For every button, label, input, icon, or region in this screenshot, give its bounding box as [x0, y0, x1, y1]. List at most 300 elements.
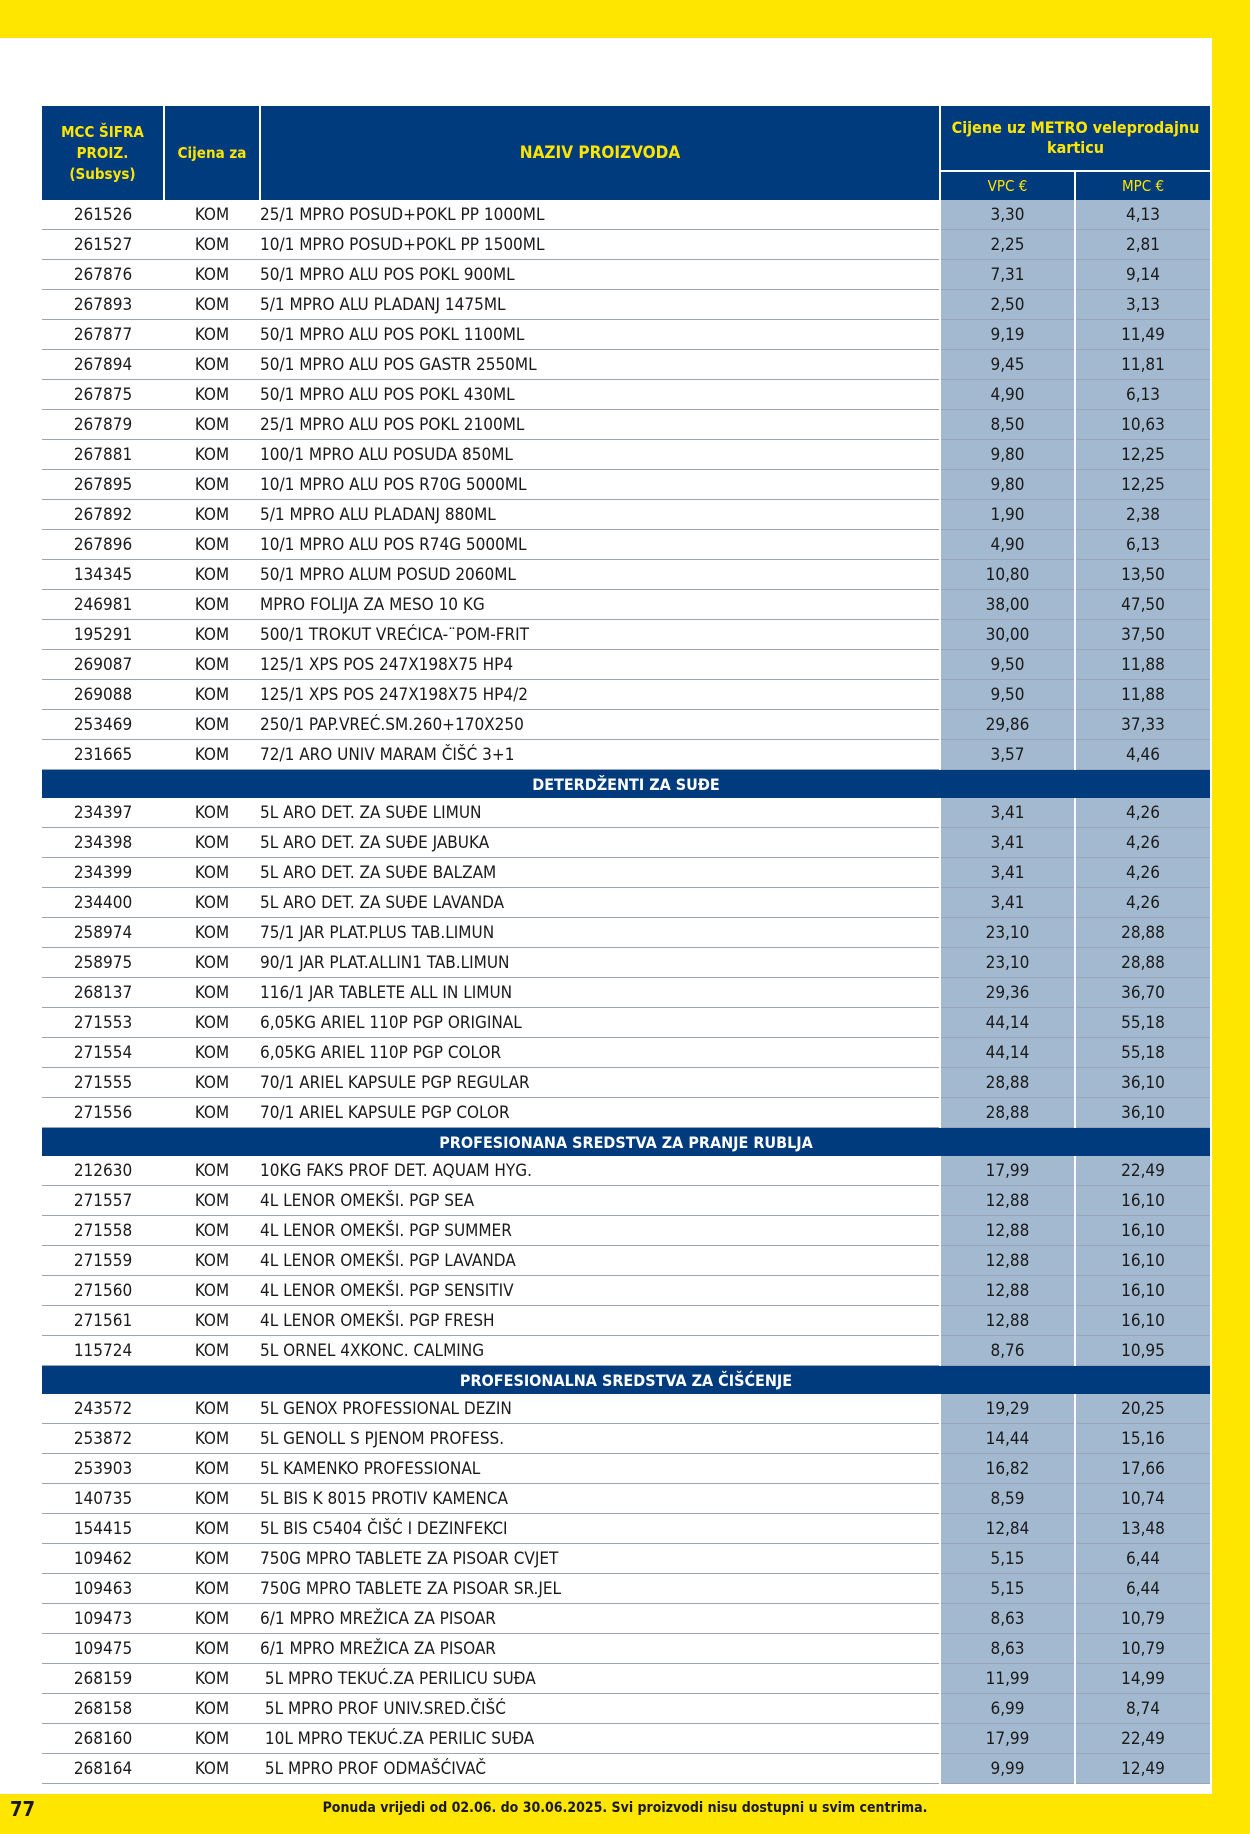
table-row: [42, 1068, 1210, 1098]
price-vpc: 3,30: [940, 200, 1075, 230]
price-unit: KOM: [164, 1216, 260, 1246]
product-code: 154415: [42, 1514, 164, 1544]
header-vpc: VPC €: [940, 171, 1075, 200]
price-vpc: 38,00: [940, 590, 1075, 620]
product-code: 140735: [42, 1484, 164, 1514]
product-code: 269088: [42, 680, 164, 710]
price-mpc: 9,14: [1075, 260, 1210, 290]
price-mpc: 4,26: [1075, 798, 1210, 828]
price-mpc: 15,16: [1075, 1424, 1210, 1454]
product-code: 271556: [42, 1098, 164, 1128]
table-row: [42, 1754, 1210, 1784]
price-mpc: 4,26: [1075, 828, 1210, 858]
price-mpc: 11,49: [1075, 320, 1210, 350]
price-unit: KOM: [164, 948, 260, 978]
product-code: 253903: [42, 1454, 164, 1484]
product-code: 267879: [42, 410, 164, 440]
table-row: [42, 1694, 1210, 1724]
table-row: [42, 1394, 1210, 1424]
price-unit: KOM: [164, 290, 260, 320]
product-code: 271553: [42, 1008, 164, 1038]
price-vpc: 44,14: [940, 1038, 1075, 1068]
product-name: 25/1 MPRO ALU POS POKL 2100ML: [260, 410, 940, 440]
header-code-line2: (Subsys): [69, 164, 136, 183]
product-code: 134345: [42, 560, 164, 590]
product-name: 5L BIS C5404 ČIŠĆ I DEZINFEKCI: [260, 1514, 940, 1544]
product-name: 50/1 MPRO ALU POS GASTR 2550ML: [260, 350, 940, 380]
header-unit: Cijena za: [164, 106, 260, 200]
price-vpc: 3,41: [940, 888, 1075, 918]
table-row: [42, 200, 1210, 230]
price-vpc: 19,29: [940, 1394, 1075, 1424]
price-unit: KOM: [164, 858, 260, 888]
price-vpc: 28,88: [940, 1098, 1075, 1128]
price-vpc: 3,41: [940, 828, 1075, 858]
product-code: 267895: [42, 470, 164, 500]
product-name: 50/1 MPRO ALU POS POKL 900ML: [260, 260, 940, 290]
price-vpc: 3,57: [940, 740, 1075, 770]
product-code: 253469: [42, 710, 164, 740]
product-name: 5L GENOLL S PJENOM PROFESS.: [260, 1424, 940, 1454]
table-row: [42, 650, 1210, 680]
product-code: 234398: [42, 828, 164, 858]
product-code: 271558: [42, 1216, 164, 1246]
price-vpc: 44,14: [940, 1008, 1075, 1038]
price-vpc: 23,10: [940, 918, 1075, 948]
product-code: 268158: [42, 1694, 164, 1724]
price-mpc: 10,79: [1075, 1634, 1210, 1664]
product-name: 50/1 MPRO ALU POS POKL 1100ML: [260, 320, 940, 350]
table-row: [42, 290, 1210, 320]
price-unit: KOM: [164, 1186, 260, 1216]
table-row: [42, 1306, 1210, 1336]
price-list-sheet: [0, 38, 1212, 1794]
product-name: 75/1 JAR PLAT.PLUS TAB.LIMUN: [260, 918, 940, 948]
price-vpc: 9,80: [940, 470, 1075, 500]
product-name: 10/1 MPRO ALU POS R74G 5000ML: [260, 530, 940, 560]
product-code: 267896: [42, 530, 164, 560]
table-header: [42, 106, 1210, 200]
product-name: MPRO FOLIJA ZA MESO 10 KG: [260, 590, 940, 620]
price-mpc: 11,81: [1075, 350, 1210, 380]
price-unit: KOM: [164, 440, 260, 470]
price-vpc: 8,76: [940, 1336, 1075, 1366]
price-unit: KOM: [164, 1694, 260, 1724]
product-name: 50/1 MPRO ALUM POSUD 2060ML: [260, 560, 940, 590]
product-name: 4L LENOR OMEKŠI. PGP SENSITIV: [260, 1276, 940, 1306]
price-mpc: 20,25: [1075, 1394, 1210, 1424]
table-row: [42, 1664, 1210, 1694]
price-mpc: 22,49: [1075, 1724, 1210, 1754]
price-unit: KOM: [164, 1276, 260, 1306]
product-code: 109473: [42, 1604, 164, 1634]
price-unit: KOM: [164, 1544, 260, 1574]
price-unit: KOM: [164, 620, 260, 650]
price-vpc: 12,88: [940, 1306, 1075, 1336]
price-vpc: 6,99: [940, 1694, 1075, 1724]
table-row: [42, 1604, 1210, 1634]
price-vpc: 11,99: [940, 1664, 1075, 1694]
price-mpc: 16,10: [1075, 1216, 1210, 1246]
price-unit: KOM: [164, 500, 260, 530]
price-vpc: 12,88: [940, 1276, 1075, 1306]
product-name: 5L ARO DET. ZA SUĐE LIMUN: [260, 798, 940, 828]
section-header-row: [42, 770, 1210, 799]
page-number: 77: [10, 1797, 36, 1821]
price-unit: KOM: [164, 828, 260, 858]
price-unit: KOM: [164, 1634, 260, 1664]
price-unit: KOM: [164, 560, 260, 590]
product-name: 10KG FAKS PROF DET. AQUAM HYG.: [260, 1156, 940, 1186]
price-unit: KOM: [164, 410, 260, 440]
price-unit: KOM: [164, 1394, 260, 1424]
product-code: 234397: [42, 798, 164, 828]
section-header-row: [42, 1366, 1210, 1395]
product-code: 258974: [42, 918, 164, 948]
price-vpc: 9,50: [940, 650, 1075, 680]
price-vpc: 8,50: [940, 410, 1075, 440]
product-name: 4L LENOR OMEKŠI. PGP SEA: [260, 1186, 940, 1216]
table-row: [42, 858, 1210, 888]
price-mpc: 13,50: [1075, 560, 1210, 590]
product-code: 246981: [42, 590, 164, 620]
price-mpc: 16,10: [1075, 1186, 1210, 1216]
table-row: [42, 1484, 1210, 1514]
price-vpc: 8,63: [940, 1604, 1075, 1634]
product-code: 109462: [42, 1544, 164, 1574]
product-code: 267877: [42, 320, 164, 350]
price-vpc: 12,88: [940, 1246, 1075, 1276]
product-name: 90/1 JAR PLAT.ALLIN1 TAB.LIMUN: [260, 948, 940, 978]
price-table: [42, 106, 1210, 1784]
price-unit: KOM: [164, 470, 260, 500]
product-name: 5L MPRO TEKUĆ.ZA PERILICU SUĐA: [260, 1664, 940, 1694]
product-name: 116/1 JAR TABLETE ALL IN LIMUN: [260, 978, 940, 1008]
table-row: [42, 1038, 1210, 1068]
product-name: 70/1 ARIEL KAPSULE PGP REGULAR: [260, 1068, 940, 1098]
product-code: 253872: [42, 1424, 164, 1454]
table-row: [42, 470, 1210, 500]
product-name: 5L MPRO PROF ODMAŠĆIVAČ: [260, 1754, 940, 1784]
table-row: [42, 1634, 1210, 1664]
product-name: 250/1 PAP.VREĆ.SM.260+170X250: [260, 710, 940, 740]
table-row: [42, 1156, 1210, 1186]
price-mpc: 4,26: [1075, 858, 1210, 888]
product-name: 100/1 MPRO ALU POSUDA 850ML: [260, 440, 940, 470]
table-row: [42, 350, 1210, 380]
price-unit: KOM: [164, 798, 260, 828]
price-mpc: 36,10: [1075, 1068, 1210, 1098]
product-name: 5L ARO DET. ZA SUĐE BALZAM: [260, 858, 940, 888]
table-row: [42, 918, 1210, 948]
product-code: 268160: [42, 1724, 164, 1754]
product-code: 231665: [42, 740, 164, 770]
price-vpc: 29,86: [940, 710, 1075, 740]
price-mpc: 8,74: [1075, 1694, 1210, 1724]
price-mpc: 16,10: [1075, 1276, 1210, 1306]
price-vpc: 8,59: [940, 1484, 1075, 1514]
table-body: [42, 200, 1210, 1784]
price-unit: KOM: [164, 1724, 260, 1754]
product-name: 5L ORNEL 4XKONC. CALMING: [260, 1336, 940, 1366]
table-row: [42, 740, 1210, 770]
table-row: [42, 948, 1210, 978]
product-code: 267894: [42, 350, 164, 380]
table-row: [42, 560, 1210, 590]
price-unit: KOM: [164, 1098, 260, 1128]
price-mpc: 17,66: [1075, 1454, 1210, 1484]
price-unit: KOM: [164, 380, 260, 410]
price-vpc: 1,90: [940, 500, 1075, 530]
product-name: 6,05KG ARIEL 110P PGP ORIGINAL: [260, 1008, 940, 1038]
product-name: 5L ARO DET. ZA SUĐE JABUKA: [260, 828, 940, 858]
price-vpc: 10,80: [940, 560, 1075, 590]
price-unit: KOM: [164, 1246, 260, 1276]
price-unit: KOM: [164, 918, 260, 948]
product-code: 271554: [42, 1038, 164, 1068]
price-mpc: 2,38: [1075, 500, 1210, 530]
product-code: 109463: [42, 1574, 164, 1604]
section-title: DETERDŽENTI ZA SUĐE: [42, 770, 1210, 799]
price-unit: KOM: [164, 1454, 260, 1484]
price-mpc: 3,13: [1075, 290, 1210, 320]
product-name: 500/1 TROKUT VREĆICA-¨POM-FRIT: [260, 620, 940, 650]
table-row: [42, 978, 1210, 1008]
product-name: 6,05KG ARIEL 110P PGP COLOR: [260, 1038, 940, 1068]
product-name: 70/1 ARIEL KAPSULE PGP COLOR: [260, 1098, 940, 1128]
table-row: [42, 620, 1210, 650]
price-mpc: 10,74: [1075, 1484, 1210, 1514]
header-code-line1: MCC ŠIFRA PROIZ.: [61, 122, 144, 162]
price-vpc: 5,15: [940, 1544, 1075, 1574]
price-vpc: 30,00: [940, 620, 1075, 650]
section-title: PROFESIONANA SREDSTVA ZA PRANJE RUBLJA: [42, 1128, 1210, 1157]
price-unit: KOM: [164, 710, 260, 740]
product-code: 268164: [42, 1754, 164, 1784]
price-mpc: 10,95: [1075, 1336, 1210, 1366]
table-row: [42, 590, 1210, 620]
table-row: [42, 1574, 1210, 1604]
price-vpc: 23,10: [940, 948, 1075, 978]
price-mpc: 10,63: [1075, 410, 1210, 440]
price-vpc: 3,41: [940, 798, 1075, 828]
price-vpc: 9,45: [940, 350, 1075, 380]
product-code: 212630: [42, 1156, 164, 1186]
table-row: [42, 1514, 1210, 1544]
section-header-row: [42, 1128, 1210, 1157]
table-row: [42, 500, 1210, 530]
price-unit: KOM: [164, 200, 260, 230]
table-row: [42, 888, 1210, 918]
section-title: PROFESIONALNA SREDSTVA ZA ČIŠĆENJE: [42, 1366, 1210, 1395]
product-name: 6/1 MPRO MREŽICA ZA PISOAR: [260, 1634, 940, 1664]
price-unit: KOM: [164, 888, 260, 918]
product-name: 25/1 MPRO POSUD+POKL PP 1000ML: [260, 200, 940, 230]
price-mpc: 12,25: [1075, 470, 1210, 500]
price-mpc: 4,46: [1075, 740, 1210, 770]
price-unit: KOM: [164, 1514, 260, 1544]
product-code: 243572: [42, 1394, 164, 1424]
footer-note: Ponuda vrijedi od 02.06. do 30.06.2025. Svi proizvodi nisu dostupni u svim centrima.: [322, 1800, 928, 1816]
table-row: [42, 1098, 1210, 1128]
header-product-name: NAZIV PROIZVODA: [260, 106, 940, 200]
price-mpc: 55,18: [1075, 1008, 1210, 1038]
product-code: 271560: [42, 1276, 164, 1306]
header-price-group: [940, 106, 1210, 171]
table-row: [42, 680, 1210, 710]
table-row: [42, 410, 1210, 440]
price-mpc: 6,44: [1075, 1544, 1210, 1574]
header-code: [42, 106, 164, 200]
price-unit: KOM: [164, 1664, 260, 1694]
price-mpc: 12,49: [1075, 1754, 1210, 1784]
product-code: 267892: [42, 500, 164, 530]
price-vpc: 14,44: [940, 1424, 1075, 1454]
price-mpc: 37,50: [1075, 620, 1210, 650]
price-vpc: 16,82: [940, 1454, 1075, 1484]
price-mpc: 6,13: [1075, 530, 1210, 560]
price-mpc: 55,18: [1075, 1038, 1210, 1068]
price-unit: KOM: [164, 1604, 260, 1634]
product-name: 50/1 MPRO ALU POS POKL 430ML: [260, 380, 940, 410]
price-mpc: 2,81: [1075, 230, 1210, 260]
price-unit: KOM: [164, 1574, 260, 1604]
table-row: [42, 530, 1210, 560]
price-mpc: 22,49: [1075, 1156, 1210, 1186]
price-mpc: 47,50: [1075, 590, 1210, 620]
product-code: 271557: [42, 1186, 164, 1216]
product-code: 115724: [42, 1336, 164, 1366]
product-name: 5/1 MPRO ALU PLADANJ 1475ML: [260, 290, 940, 320]
product-name: 125/1 XPS POS 247X198X75 HP4: [260, 650, 940, 680]
price-vpc: 28,88: [940, 1068, 1075, 1098]
price-mpc: 12,25: [1075, 440, 1210, 470]
price-vpc: 12,84: [940, 1514, 1075, 1544]
price-vpc: 8,63: [940, 1634, 1075, 1664]
price-vpc: 29,36: [940, 978, 1075, 1008]
product-name: 6/1 MPRO MREŽICA ZA PISOAR: [260, 1604, 940, 1634]
price-mpc: 28,88: [1075, 918, 1210, 948]
price-vpc: 12,88: [940, 1186, 1075, 1216]
price-unit: KOM: [164, 1008, 260, 1038]
product-code: 271559: [42, 1246, 164, 1276]
price-unit: KOM: [164, 1424, 260, 1454]
product-code: 234400: [42, 888, 164, 918]
product-code: 268137: [42, 978, 164, 1008]
product-code: 269087: [42, 650, 164, 680]
product-name: 5L BIS K 8015 PROTIV KAMENCA: [260, 1484, 940, 1514]
product-code: 261526: [42, 200, 164, 230]
product-name: 4L LENOR OMEKŠI. PGP FRESH: [260, 1306, 940, 1336]
price-unit: KOM: [164, 680, 260, 710]
price-vpc: 9,99: [940, 1754, 1075, 1784]
table-row: [42, 1008, 1210, 1038]
price-unit: KOM: [164, 320, 260, 350]
price-unit: KOM: [164, 230, 260, 260]
price-mpc: 4,26: [1075, 888, 1210, 918]
price-vpc: 3,41: [940, 858, 1075, 888]
price-vpc: 17,99: [940, 1724, 1075, 1754]
product-code: 267881: [42, 440, 164, 470]
product-code: 267875: [42, 380, 164, 410]
product-name: 750G MPRO TABLETE ZA PISOAR CVJET: [260, 1544, 940, 1574]
table-row: [42, 828, 1210, 858]
table-row: [42, 1336, 1210, 1366]
price-vpc: 4,90: [940, 530, 1075, 560]
table-row: [42, 260, 1210, 290]
price-unit: KOM: [164, 978, 260, 1008]
price-unit: KOM: [164, 350, 260, 380]
table-row: [42, 1424, 1210, 1454]
price-unit: KOM: [164, 1306, 260, 1336]
product-name: 5L MPRO PROF UNIV.SRED.ČIŠĆ: [260, 1694, 940, 1724]
product-name: 10/1 MPRO POSUD+POKL PP 1500ML: [260, 230, 940, 260]
table-row: [42, 1454, 1210, 1484]
price-mpc: 16,10: [1075, 1306, 1210, 1336]
price-vpc: 7,31: [940, 260, 1075, 290]
table-row: [42, 1216, 1210, 1246]
product-name: 10/1 MPRO ALU POS R70G 5000ML: [260, 470, 940, 500]
header-mpc: MPC €: [1075, 171, 1210, 200]
table-row: [42, 230, 1210, 260]
price-vpc: 9,80: [940, 440, 1075, 470]
product-name: 125/1 XPS POS 247X198X75 HP4/2: [260, 680, 940, 710]
price-unit: KOM: [164, 1156, 260, 1186]
price-vpc: 5,15: [940, 1574, 1075, 1604]
product-code: 271561: [42, 1306, 164, 1336]
product-code: 267876: [42, 260, 164, 290]
table-row: [42, 1246, 1210, 1276]
product-code: 195291: [42, 620, 164, 650]
price-unit: KOM: [164, 1038, 260, 1068]
price-unit: KOM: [164, 590, 260, 620]
price-unit: KOM: [164, 740, 260, 770]
product-name: 4L LENOR OMEKŠI. PGP SUMMER: [260, 1216, 940, 1246]
product-name: 5/1 MPRO ALU PLADANJ 880ML: [260, 500, 940, 530]
price-mpc: 36,10: [1075, 1098, 1210, 1128]
price-mpc: 10,79: [1075, 1604, 1210, 1634]
header-price-group-line2: karticu: [1047, 138, 1104, 157]
price-unit: KOM: [164, 1484, 260, 1514]
table-row: [42, 380, 1210, 410]
price-unit: KOM: [164, 530, 260, 560]
product-name: 10L MPRO TEKUĆ.ZA PERILIC SUĐA: [260, 1724, 940, 1754]
price-vpc: 9,19: [940, 320, 1075, 350]
price-vpc: 12,88: [940, 1216, 1075, 1246]
price-vpc: 4,90: [940, 380, 1075, 410]
product-code: 267893: [42, 290, 164, 320]
table-row: [42, 1544, 1210, 1574]
price-mpc: 6,44: [1075, 1574, 1210, 1604]
product-code: 234399: [42, 858, 164, 888]
product-name: 5L KAMENKO PROFESSIONAL: [260, 1454, 940, 1484]
price-unit: KOM: [164, 1068, 260, 1098]
product-code: 271555: [42, 1068, 164, 1098]
price-mpc: 11,88: [1075, 650, 1210, 680]
price-mpc: 14,99: [1075, 1664, 1210, 1694]
price-vpc: 9,50: [940, 680, 1075, 710]
product-code: 268159: [42, 1664, 164, 1694]
product-code: 261527: [42, 230, 164, 260]
price-unit: KOM: [164, 1336, 260, 1366]
product-code: 258975: [42, 948, 164, 978]
product-name: 5L ARO DET. ZA SUĐE LAVANDA: [260, 888, 940, 918]
price-mpc: 6,13: [1075, 380, 1210, 410]
table-row: [42, 1186, 1210, 1216]
table-row: [42, 440, 1210, 470]
product-name: 750G MPRO TABLETE ZA PISOAR SR.JEL: [260, 1574, 940, 1604]
price-mpc: 37,33: [1075, 710, 1210, 740]
